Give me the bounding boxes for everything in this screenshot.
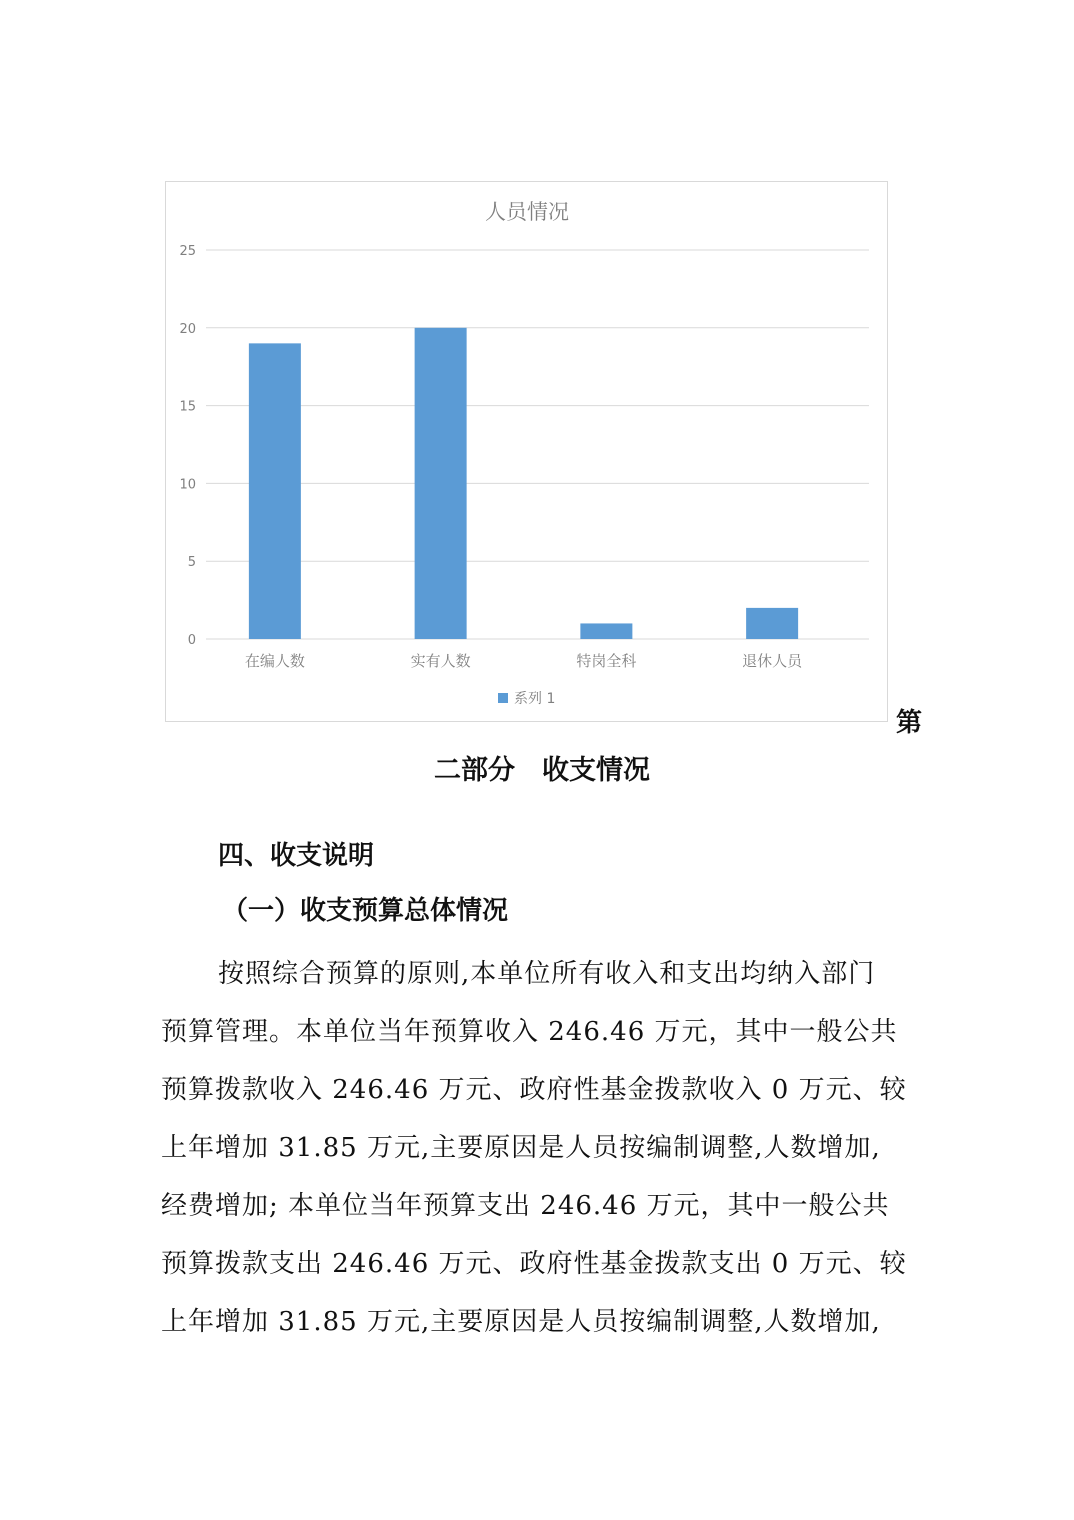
y-tick-label: 25 [179,244,196,259]
legend-swatch [498,693,508,703]
bar [746,608,798,639]
x-category-label: 退休人员 [742,652,803,670]
y-tick-label: 0 [187,633,196,648]
paragraph-line: 预算管理。本单位当年预算收入 246.46 万元，其中一般公共 [161,1017,898,1047]
x-category-label: 特岗全科 [576,652,637,670]
paragraph-line: 按照综合预算的原则,本单位所有收入和支出均纳入部门 [218,959,876,989]
sub-heading: （一）收支预算总体情况 [222,896,509,926]
chart-title: 人员情况 [485,200,569,224]
section-heading: 四、收支说明 [218,841,375,871]
y-tick-label: 10 [179,477,196,493]
y-tick-label: 15 [179,399,196,415]
chart-frame [165,181,888,722]
paragraph-line: 上年增加 31.85 万元,主要原因是人员按编制调整,人数增加, [161,1133,881,1163]
paragraph-line: 经费增加; 本单位当年预算支出 246.46 万元，其中一般公共 [161,1191,890,1221]
part-title: 二部分 收支情况 [434,755,650,786]
page-break-char: 第 [896,708,923,738]
y-tick-label: 5 [187,555,196,571]
legend-label: 系列 1 [514,691,556,707]
bar [249,343,301,639]
x-category-label: 实有人数 [410,652,471,670]
personnel-bar-chart [166,182,889,723]
y-tick-label: 20 [179,321,196,337]
paragraph-line: 预算拨款支出 246.46 万元、政府性基金拨款支出 0 万元、较 [161,1249,907,1279]
x-category-label: 在编人数 [244,652,305,670]
bar [415,328,467,639]
bar [580,623,632,639]
paragraph-line: 上年增加 31.85 万元,主要原因是人员按编制调整,人数增加, [161,1307,881,1337]
paragraph-line: 预算拨款收入 246.46 万元、政府性基金拨款收入 0 万元、较 [161,1075,907,1105]
